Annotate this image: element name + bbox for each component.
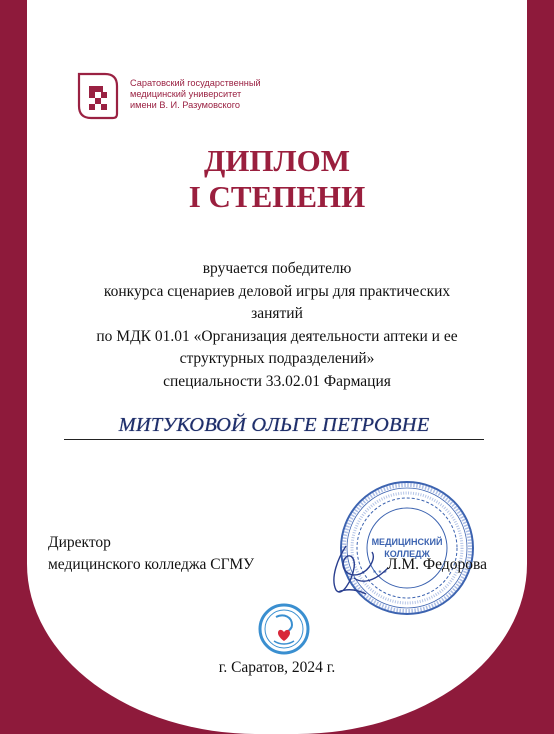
director-title-line2: медицинского колледжа СГМУ (48, 556, 255, 573)
university-name-line: Саратовский государственный (130, 78, 261, 88)
university-name-line: медицинский университет (130, 89, 242, 99)
award-text-line: по МДК 01.01 «Организация деятельности аптеки и ее (96, 327, 458, 345)
place-and-date: г. Саратов, 2024 г. (218, 659, 336, 676)
award-text-line: вручается победителю (202, 260, 352, 277)
diploma-title-line1: ДИПЛОМ (203, 143, 351, 178)
diploma-title-line2: I СТЕПЕНИ (188, 179, 366, 214)
award-text (27, 258, 527, 393)
svg-text:* * *: * * * (373, 569, 387, 578)
college-emblem-icon (258, 603, 310, 655)
recipient-name: МИТУКОВОЙ ОЛЬГЕ ПЕТРОВНЕ (64, 414, 484, 440)
award-text-line: специальности 33.02.01 Фармация (163, 372, 391, 390)
university-name (130, 78, 330, 111)
director-name: Л.М. Федорова (387, 556, 487, 573)
diploma-title (27, 143, 527, 215)
stamp-center-line1: МЕДИЦИНСКИЙ (371, 537, 443, 547)
director-title-line1: Директор (48, 534, 111, 551)
director-block (48, 532, 254, 576)
university-name-line: имени В. И. Разумовского (130, 100, 240, 110)
stamp-center-line2: КОЛЛЕДЖ (384, 549, 430, 559)
signature-icon (318, 538, 398, 602)
university-logo-icon (75, 70, 121, 122)
award-text-line: структурных подразделений» (179, 350, 375, 367)
award-text-line: конкурса сценариев деловой игры для практических (103, 282, 451, 300)
award-text-line: занятий (251, 305, 303, 322)
